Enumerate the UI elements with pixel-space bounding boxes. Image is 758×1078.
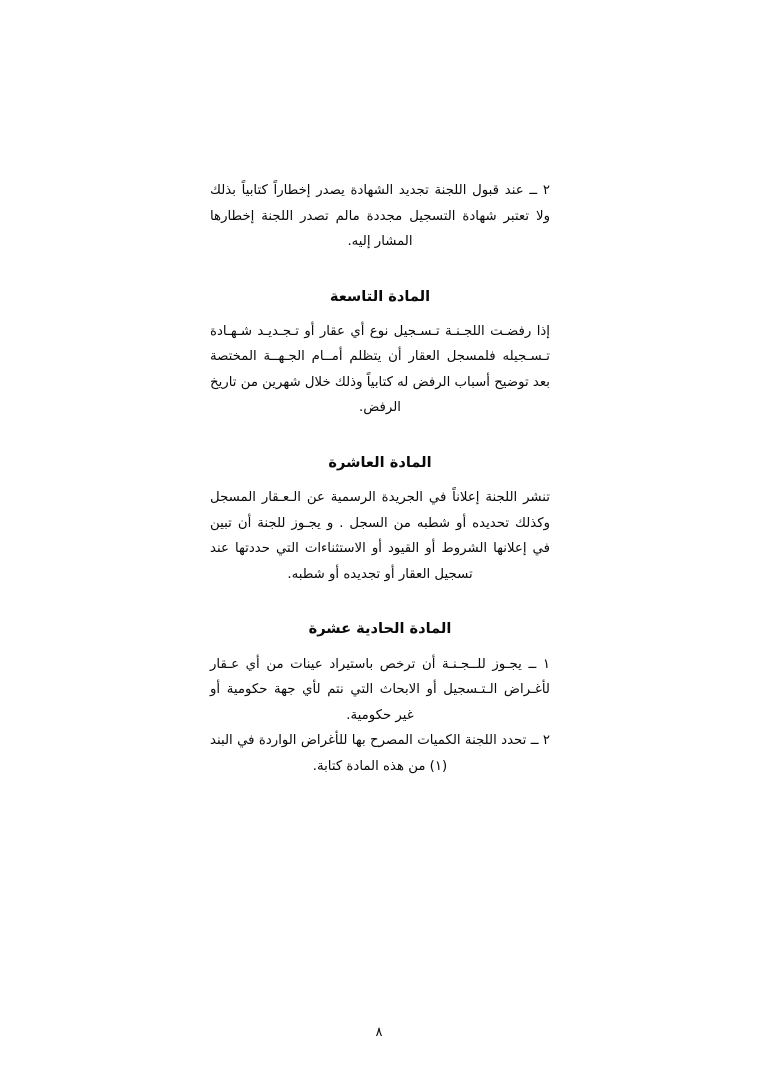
block-article-ten-heading bbox=[210, 451, 550, 474]
block-article-ten-body bbox=[210, 485, 550, 587]
block-article-nine-heading bbox=[210, 285, 550, 308]
block-article-nine-body bbox=[210, 319, 550, 421]
spacer bbox=[210, 641, 550, 652]
clause-1-sample-import-license: ١ ــ يجـوز للــجـنـة أن ترخص باستيراد عينات من أي عـقار لأغـراض الـتـسجيل أو الابحاث التي نتم لأي جهة حكومية أو غير حكومية. bbox=[210, 656, 550, 723]
page-number: ٨ bbox=[375, 1025, 383, 1040]
spacer bbox=[210, 308, 550, 319]
block-clause-2-certificate-renewal bbox=[210, 178, 550, 255]
spacer bbox=[210, 255, 550, 285]
clause-2-quantity-determination: ٢ ــ تحدد اللجنة الكميات المصرح بها للأغراض الواردة في البند (١) من هذه المادة كتابة. bbox=[210, 733, 550, 774]
block-article-eleven-heading bbox=[210, 617, 550, 640]
block-clause-1-sample-import-license bbox=[210, 652, 550, 729]
spacer bbox=[210, 421, 550, 451]
block-clause-2-quantity-determination bbox=[210, 728, 550, 779]
clause-2-certificate-renewal: ٢ ــ عند قبول اللجنة تجديد الشهادة يصدر إخطاراً كتابياً بذلك ولا تعتبر شهادة التسجيل مجددة مالم تصدر اللجنة إخطارها المشار إليه. bbox=[210, 183, 550, 250]
article-eleven-heading: المادة الحادية عشرة bbox=[308, 620, 452, 638]
article-nine-body: إذا رفضـت اللجـنـة تـسـجيل نوع أي عقار أو تـجـديـد شـهـادة تـسـجيله فلمسجل العقار أن يتظلم أمــام الجـهــة المختصة بعد توضيح أسباب الرفض له كتابياً وذلك خلال شهرين من تاريخ الرفض. bbox=[210, 323, 550, 416]
article-nine-heading: المادة التاسعة bbox=[329, 287, 431, 305]
article-ten-heading: المادة العاشرة bbox=[328, 453, 432, 471]
spacer bbox=[210, 474, 550, 485]
spacer bbox=[210, 587, 550, 617]
article-ten-body: تنشر اللجنة إعلاناً في الجريدة الرسمية عن الـعـقار المسجل وكذلك تحديده أو شطبه من السجل . و يجـوز للجنة أن تبين في إعلانها الشروط أو القيود أو الاستثناءات التي حددتها عند تسجيل العقار أو تجديده أو شطبه. bbox=[210, 490, 550, 582]
text-column bbox=[210, 178, 550, 779]
